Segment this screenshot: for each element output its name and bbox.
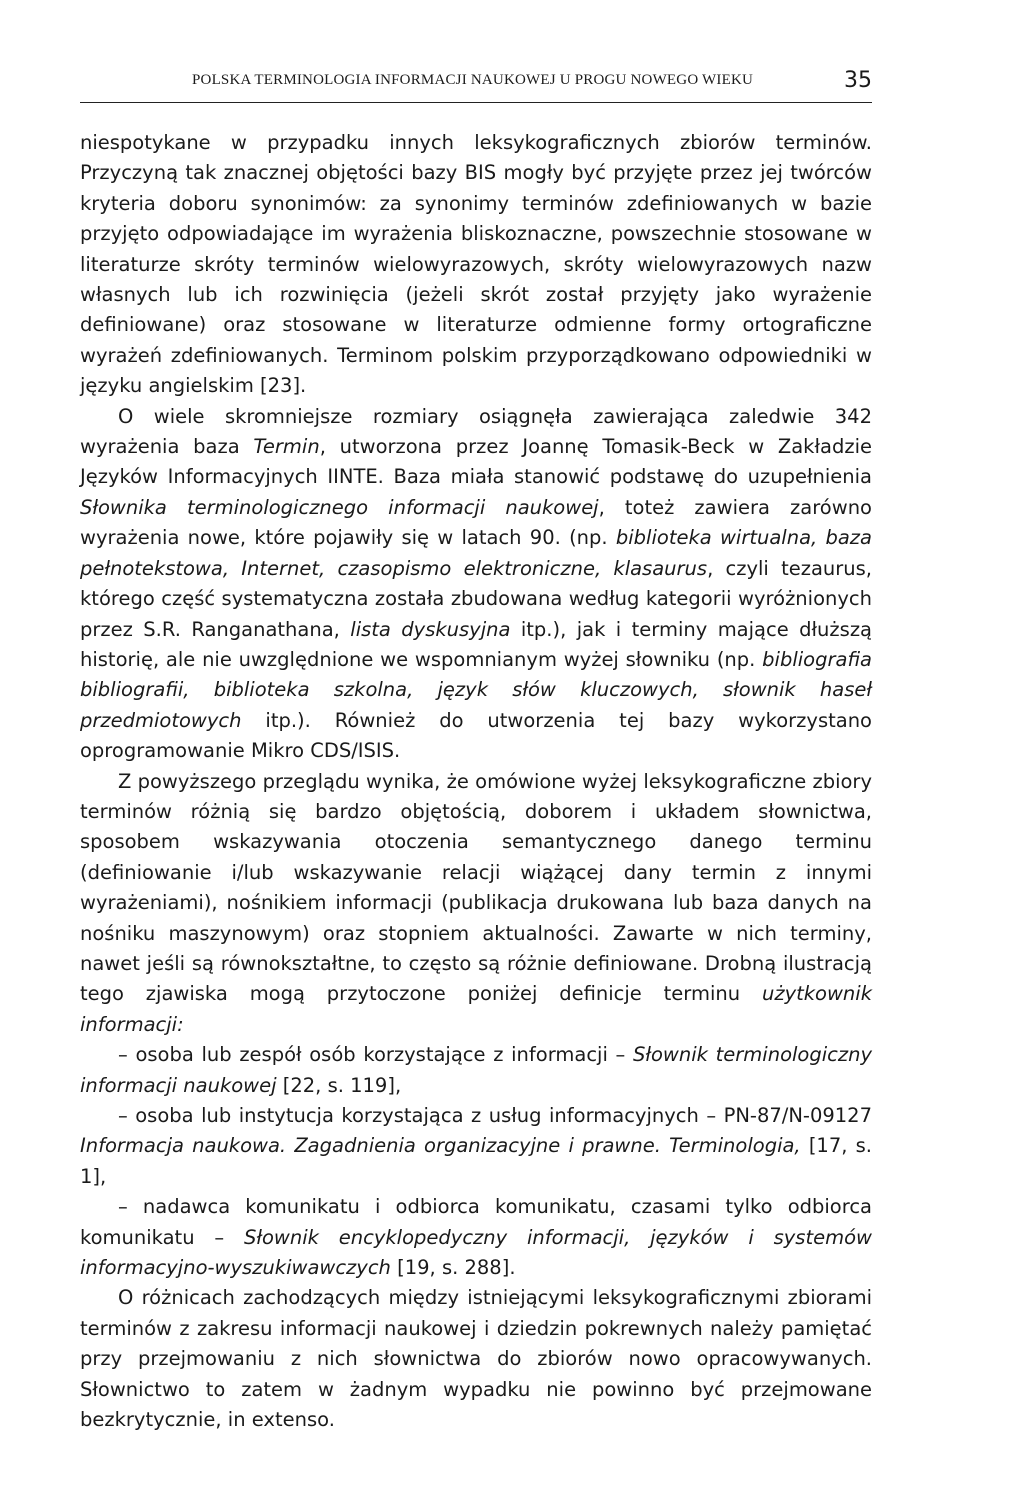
text-run: – osoba lub zespół osób korzystające z informacji – [118,1043,634,1067]
text-run: – osoba lub instytucja korzystająca z usług informacyjnych – PN-87/N-09127 [118,1104,872,1127]
text-run: [22, s. 119], [276,1073,402,1097]
italic-title: Słownik encyklopedyczny informacji, języków i systemów informacyjno-wyszukiwawczych [80,1225,872,1280]
text-run: , utworzona przez Joannę Tomasik-Beck w Zakładzie Języków Informacyjnych IINTE. Baza miała stanowić podstawę do uzupełnienia [80,435,872,489]
italic-title: Słownik terminologiczny informacji naukowej [80,1043,872,1097]
italic-title: Informacja naukowa. Zagadnienia organizacyjne i prawne. Terminologia, [80,1134,801,1158]
text-run: [19, s. 288]. [390,1256,516,1280]
text-run: niespotykane w przypadku innych leksykograficznych zbiorów terminów. Przyczyną tak znacznej objętości bazy BIS mogły być przyjęte przez jej twórców kryteria doboru synonimów: za synonimy terminów zdefiniowanych w bazie przyjęto odpowiadające im wyrażenia bliskoznaczne, powszechnie stosowane w literaturze skróty terminów wielowyrazowych, skróty wielowyrazowych nazw własnych lub ich rozwinięcia (jeżeli skrót został przyjęty jako wyrażenie definiowane) oraz stosowane w literaturze odmienne formy ortograficzne wyrażeń zdefiniowanych. Terminom polskim przyporządkowano odpowiedniki w języku angielskim [23]. [80,131,872,398]
italic-title: Słownika terminologicznego informacji naukowej [80,495,599,519]
paragraph [80,1283,872,1435]
italic-term: Termin [253,435,320,459]
text-run: itp.). Również do utworzenia tej bazy wykorzystano oprogramowanie Mikro CDS/ISIS. [80,708,872,763]
text-run: – nadawca komunikatu i odbiorca komunikatu, czasami tylko odbiorca komunikatu – [80,1195,872,1249]
text-run: , toteż zawiera zarówno wyrażenia nowe, które pojawiły się w latach 90. (np. [80,495,872,550]
paragraph [80,128,872,402]
definition-item [80,1192,872,1283]
definition-item [80,1040,872,1101]
text-run: O wiele skromniejsze rozmiary osiągnęła zawierająca zaledwie 342 wyrażenia baza [80,404,872,459]
paragraph [80,402,872,767]
running-header [80,62,872,103]
body-text [80,128,872,1435]
italic-term: użytkownik informacji: [80,982,872,1036]
running-title: POLSKA TERMINOLOGIA INFORMACJI NAUKOWEJ U PROGU NOWEGO WIEKU [192,72,754,88]
italic-term: biblioteka wirtualna, baza pełnotekstowa, Internet, czasopismo elektroniczne, klasaurus [80,526,872,580]
text-run: [17, s. 1], [80,1134,872,1188]
italic-term: lista dyskusyjna [350,617,511,641]
text-run: O różnicach zachodzących między istniejącymi leksykograficznymi zbiorami terminów z zakresu informacji naukowej i dziedzin pokrewnych należy pamiętać przy przejmowaniu z nich słownictwa do zbiorów nowo opracowywanych. Słownictwo to zatem w żadnym wypadku nie powinno być przejmowane bezkrytycznie, in extenso. [80,1286,872,1432]
italic-term: bibliografia bibliografii, biblioteka szkolna, język słów kluczowych, słownik haseł przedmiotowych [80,647,872,732]
page-number: 35 [844,68,872,93]
text-run: itp.), jak i terminy mające dłuższą historię, ale nie uwzględnione we wspomnianym wyżej słowniku (np. [80,617,872,671]
text-run: Z powyższego przeglądu wynika, że omówione wyżej leksykograficzne zbiory terminów różnią się bardzo objętością, doborem i układem słownictwa, sposobem wskazywania otoczenia semantycznego danego terminu (definiowanie i/lub wskazywanie relacji wiążącej dany termin z innymi wyrażeniami), nośnikiem informacji (publikacja drukowana lub baza danych na nośniku maszynowym) oraz stopniem aktualności. Zawarte w nich terminy, nawet jeśli są równokształtne, to często są różnie definiowane. Drobną ilustracją tego zjawiska mogą przytoczone poniżej definicje terminu [80,769,872,1006]
text-run: , czyli tezaurus, którego część systematyczna została zbudowana według kategorii wyróżnionych przez S.R. Ranganathana, [80,556,872,641]
definition-item [80,1101,872,1192]
paragraph [80,767,872,1041]
